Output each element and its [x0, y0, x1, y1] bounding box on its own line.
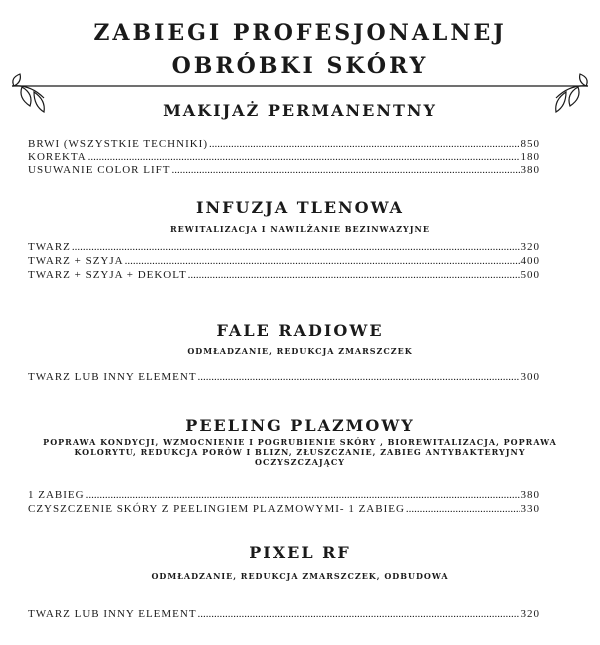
- price-row: [28, 164, 540, 177]
- item-label: TWARZ: [28, 241, 71, 253]
- section-title-makijaz: MAKIJAŻ PERMANENTNY: [163, 101, 437, 120]
- item-price: 500: [520, 269, 540, 281]
- leader-dots: [171, 164, 519, 177]
- page-title-line-2: OBRÓBKI SKÓRY: [171, 53, 429, 79]
- price-row: [28, 269, 540, 282]
- section-title-peeling: PEELING PLAZMOWY: [185, 416, 415, 435]
- section-subtitle-infuzja: REWITALIZACJA I NAWILŻANIE BEZINWAZYJNE: [170, 224, 430, 234]
- item-price: 180: [520, 151, 540, 163]
- section-subtitle-pixel: ODMŁADZANIE, REDUKCJA ZMARSZCZEK, ODBUDOWA: [151, 571, 449, 581]
- price-row: [28, 151, 540, 164]
- item-price: 300: [520, 371, 540, 383]
- item-label: 1 ZABIEG: [28, 489, 85, 501]
- item-label: TWARZ LUB INNY ELEMENT: [28, 371, 197, 383]
- price-row: [28, 241, 540, 254]
- item-price: 330: [520, 503, 540, 515]
- page-title-line-1: ZABIEGI PROFESJONALNEJ: [93, 20, 507, 46]
- leader-dots: [72, 241, 520, 254]
- leader-dots: [209, 138, 520, 151]
- item-price: 380: [520, 489, 540, 501]
- item-label: BRWI (WSZYSTKIE TECHNIKI): [28, 138, 208, 150]
- item-price: 320: [520, 241, 540, 253]
- item-price: 380: [520, 164, 540, 176]
- section-title-infuzja: INFUZJA TLENOWA: [196, 198, 404, 217]
- section-subtitle-fale: ODMŁADZANIE, REDUKCJA ZMARSZCZEK: [187, 346, 413, 356]
- item-label: TWARZ + SZYJA + DEKOLT: [28, 269, 187, 281]
- item-label: USUWANIE COLOR LIFT: [28, 164, 171, 176]
- leader-dots: [188, 269, 520, 282]
- price-row: [28, 371, 540, 384]
- leader-dots: [198, 371, 520, 384]
- price-row: [28, 489, 540, 502]
- item-label: KOREKTA: [28, 151, 87, 163]
- item-price: 400: [520, 255, 540, 267]
- item-label: CZYSZCZENIE SKÓRY Z PEELINGIEM PLAZMOWYMI- 1 ZABIEG: [28, 503, 405, 515]
- section-subtitle-peeling: POPRAWA KONDYCJI, WZMOCNIENIE I POGRUBIENIE SKÓRY , BIOREWITALIZACJA, POPRAWA KOLORYTU, REDUKCJA PORÓW I BLIZN, ZŁUSZCZANIE, ZABIEG ANTYBAKTERYJNY OCZYSZCZAJĄCY: [43, 437, 557, 467]
- price-row: [28, 503, 540, 516]
- section-title-pixel: PIXEL RF: [249, 543, 351, 562]
- leader-dots: [125, 255, 520, 268]
- leader-dots: [198, 608, 520, 621]
- leader-dots: [406, 503, 520, 516]
- leader-dots: [86, 489, 520, 502]
- item-price: 850: [520, 138, 540, 150]
- leader-dots: [88, 151, 520, 164]
- item-label: TWARZ + SZYJA: [28, 255, 124, 267]
- price-row: [28, 138, 540, 151]
- item-label: TWARZ LUB INNY ELEMENT: [28, 608, 197, 620]
- price-row: [28, 608, 540, 621]
- price-row: [28, 255, 540, 268]
- item-price: 320: [520, 608, 540, 620]
- section-title-fale: FALE RADIOWE: [216, 321, 384, 340]
